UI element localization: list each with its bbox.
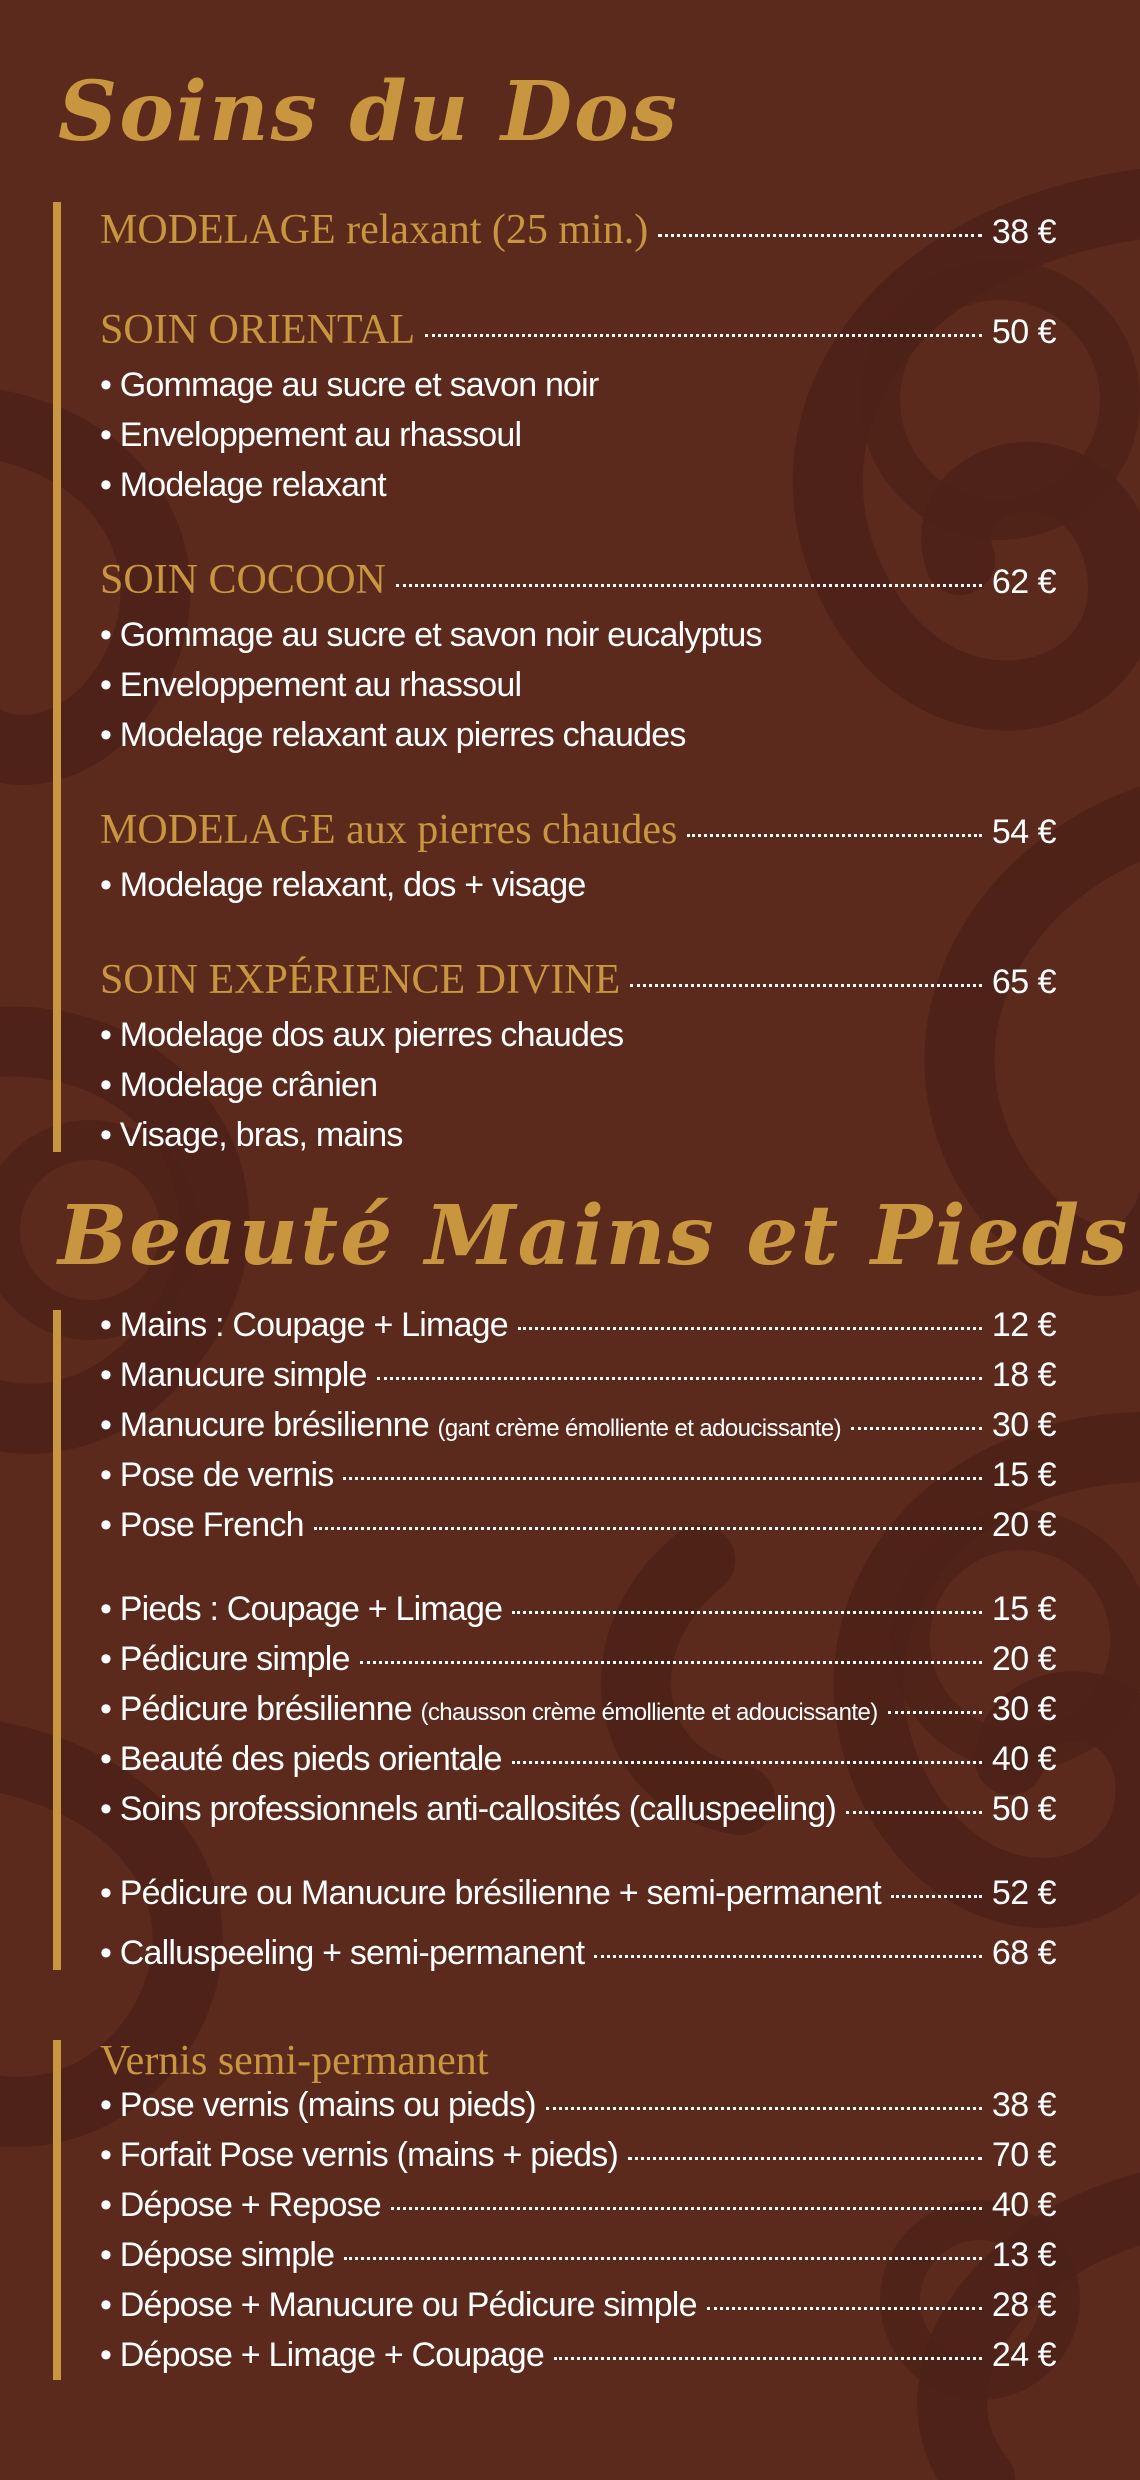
item-note: (chausson crème émolliente et adoucissante) xyxy=(420,1699,878,1726)
item-name: • Soins professionnels anti-callosités (calluspeeling) xyxy=(100,1790,836,1828)
menu-item-depose-limage-coupage xyxy=(100,2336,1056,2386)
list-item: • Modelage relaxant aux pierres chaudes xyxy=(100,716,686,754)
menu-item-pose-vernis xyxy=(100,2086,1056,2136)
item-note: (gant crème émolliente et adoucissante) xyxy=(437,1415,841,1442)
item-name: • Calluspeeling + semi-permanent xyxy=(100,1934,585,1972)
menu-item-modelage-relaxant xyxy=(100,206,1056,260)
menu-item-mains-coupage-limage xyxy=(100,1306,1056,1356)
list-item: • Modelage relaxant xyxy=(100,466,386,504)
item-name: • Pieds : Coupage + Limage xyxy=(100,1590,503,1628)
dot-leader xyxy=(888,1711,982,1714)
item-name: • Pédicure brésilienne (chausson crème émolliente et adoucissante) xyxy=(100,1690,878,1728)
item-price: 30 € xyxy=(991,1690,1056,1728)
menu-item-depose-repose xyxy=(100,2186,1056,2236)
dot-leader xyxy=(628,2157,982,2160)
gold-divider-line xyxy=(53,202,61,1152)
list-item: • Gommage au sucre et savon noir xyxy=(100,366,599,404)
dot-leader xyxy=(512,1761,982,1764)
menu-item-pose-de-vernis xyxy=(100,1456,1056,1506)
dot-leader xyxy=(396,584,982,587)
item-price: 28 € xyxy=(991,2286,1056,2324)
item-name: • Manucure simple xyxy=(100,1356,367,1394)
item-name: • Pose de vernis xyxy=(100,1456,334,1494)
menu-item-depose-manucure-pedicure xyxy=(100,2286,1056,2336)
item-price: 20 € xyxy=(991,1640,1056,1678)
dot-leader xyxy=(512,1611,982,1614)
dot-leader xyxy=(630,984,982,987)
dot-leader xyxy=(344,2257,982,2260)
menu-item-manucure-simple xyxy=(100,1356,1056,1406)
item-name: • Dépose + Manucure ou Pédicure simple xyxy=(100,2286,697,2324)
menu-item-soin-oriental xyxy=(100,306,1056,360)
item-price: 68 € xyxy=(991,1934,1056,1972)
section-title-soins-du-dos: Soins du Dos xyxy=(58,64,679,160)
item-name: MODELAGE relaxant (25 min.) xyxy=(100,207,649,253)
item-price: 50 € xyxy=(991,313,1056,351)
list-item: • Visage, bras, mains xyxy=(100,1116,403,1154)
item-price: 50 € xyxy=(991,1790,1056,1828)
item-price: 40 € xyxy=(991,1740,1056,1778)
dot-leader xyxy=(687,834,981,837)
menu-item-calluspeeling xyxy=(100,1790,1056,1840)
menu-item-soin-cocoon xyxy=(100,556,1056,610)
item-price: 38 € xyxy=(991,2086,1056,2124)
dot-leader xyxy=(554,2357,982,2360)
list-item: • Enveloppement au rhassoul xyxy=(100,416,522,454)
item-name: • Pose French xyxy=(100,1506,304,1544)
menu-item-bresilienne-semi-permanent xyxy=(100,1874,1056,1924)
list-item: • Gommage au sucre et savon noir eucalyptus xyxy=(100,616,762,654)
gold-divider-line xyxy=(53,2040,61,2380)
item-name: SOIN EXPÉRIENCE DIVINE xyxy=(100,957,621,1003)
menu-item-pedicure-bresilienne xyxy=(100,1690,1056,1740)
item-price: 54 € xyxy=(991,813,1056,851)
menu-item-forfait-pose-vernis xyxy=(100,2136,1056,2186)
menu-item-modelage-pierres-chaudes xyxy=(100,806,1056,860)
item-name: • Dépose simple xyxy=(100,2236,335,2274)
dot-leader xyxy=(360,1661,982,1664)
dot-leader xyxy=(425,334,982,337)
menu-item-pieds-coupage-limage xyxy=(100,1590,1056,1640)
item-name: • Forfait Pose vernis (mains + pieds) xyxy=(100,2136,619,2174)
dot-leader xyxy=(851,1427,982,1430)
dot-leader xyxy=(377,1377,982,1380)
item-price: 70 € xyxy=(991,2136,1056,2174)
item-price: 20 € xyxy=(991,1506,1056,1544)
menu-item-beaute-pieds-orientale xyxy=(100,1740,1056,1790)
list-item: • Enveloppement au rhassoul xyxy=(100,666,522,704)
item-price: 30 € xyxy=(991,1406,1056,1444)
dot-leader xyxy=(658,234,982,237)
item-price: 12 € xyxy=(991,1306,1056,1344)
item-name: SOIN ORIENTAL xyxy=(100,307,416,353)
dot-leader xyxy=(846,1811,982,1814)
item-price: 38 € xyxy=(991,213,1056,251)
item-name: • Dépose + Limage + Coupage xyxy=(100,2336,544,2374)
item-price: 18 € xyxy=(991,1356,1056,1394)
subsection-title-vernis-semi-permanent: Vernis semi-permanent xyxy=(100,2038,489,2084)
menu-item-depose-simple xyxy=(100,2236,1056,2286)
item-price: 40 € xyxy=(991,2186,1056,2224)
gold-divider-line xyxy=(53,1310,61,1970)
section-title-beaute-mains-pieds: Beauté Mains et Pieds xyxy=(58,1188,1130,1284)
item-name: • Pédicure simple xyxy=(100,1640,350,1678)
dot-leader xyxy=(594,1955,982,1958)
item-price: 24 € xyxy=(991,2336,1056,2374)
list-item: • Modelage dos aux pierres chaudes xyxy=(100,1016,624,1054)
item-name: • Pose vernis (mains ou pieds) xyxy=(100,2086,536,2124)
menu-item-pedicure-simple xyxy=(100,1640,1056,1690)
dot-leader xyxy=(707,2307,982,2310)
list-item: • Modelage crânien xyxy=(100,1066,378,1104)
item-price: 13 € xyxy=(991,2236,1056,2274)
item-name: • Dépose + Repose xyxy=(100,2186,381,2224)
item-name: MODELAGE aux pierres chaudes xyxy=(100,807,678,853)
item-price: 15 € xyxy=(991,1456,1056,1494)
menu-item-pose-french xyxy=(100,1506,1056,1556)
dot-leader xyxy=(314,1527,982,1530)
menu-item-soin-experience-divine xyxy=(100,956,1056,1010)
item-name: SOIN COCOON xyxy=(100,557,386,603)
list-item: • Modelage relaxant, dos + visage xyxy=(100,866,586,904)
item-price: 15 € xyxy=(991,1590,1056,1628)
item-name: • Manucure brésilienne (gant crème émolliente et adoucissante) xyxy=(100,1406,841,1444)
item-name: • Beauté des pieds orientale xyxy=(100,1740,502,1778)
menu-item-manucure-bresilienne xyxy=(100,1406,1056,1456)
item-price: 52 € xyxy=(991,1874,1056,1912)
dot-leader xyxy=(391,2207,982,2210)
dot-leader xyxy=(518,1327,982,1330)
item-name: • Mains : Coupage + Limage xyxy=(100,1306,508,1344)
item-name: • Pédicure ou Manucure brésilienne + semi-permanent xyxy=(100,1874,881,1912)
dot-leader xyxy=(891,1895,982,1898)
item-price: 65 € xyxy=(991,963,1056,1001)
item-price: 62 € xyxy=(991,563,1056,601)
dot-leader xyxy=(546,2107,982,2110)
menu-item-calluspeeling-semi-permanent xyxy=(100,1934,1056,1984)
dot-leader xyxy=(343,1477,981,1480)
